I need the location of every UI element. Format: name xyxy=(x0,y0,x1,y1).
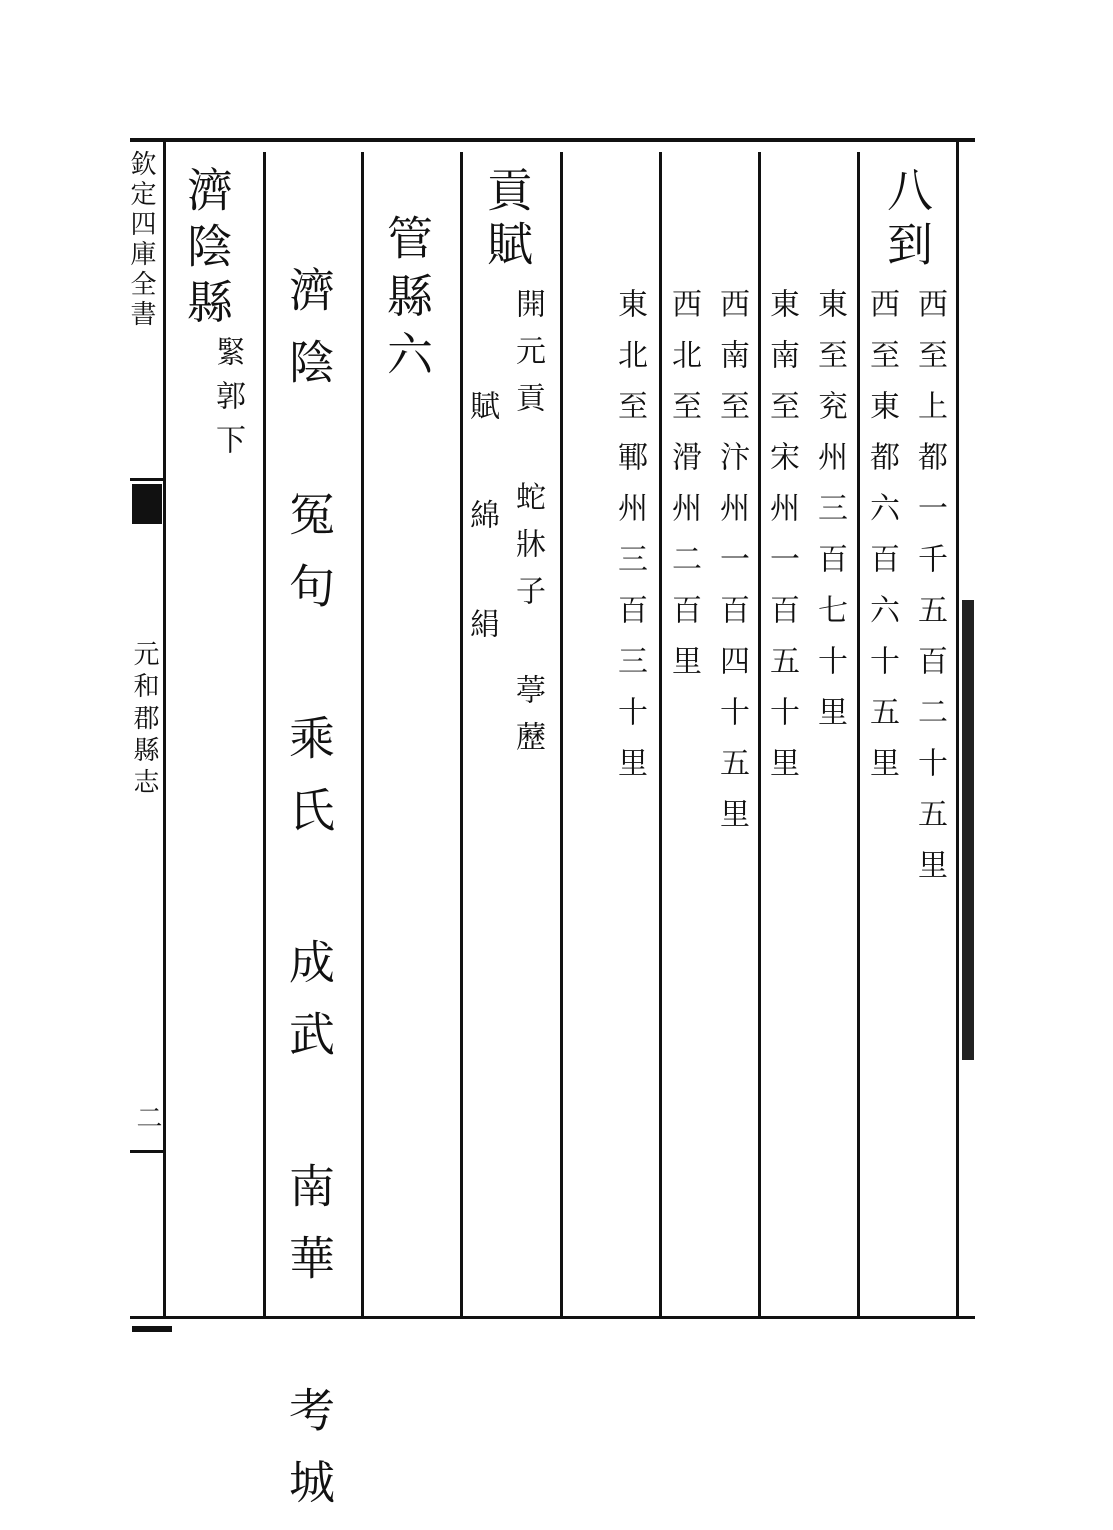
spine-rule xyxy=(130,478,164,481)
badao-line: 東北至鄆州三百三十里 xyxy=(612,288,647,798)
top-border-line xyxy=(130,138,975,142)
badao-line: 西至東都六百六十五里 xyxy=(864,288,899,798)
badao-line: 西南至汴州一百四十五里 xyxy=(714,288,749,849)
spine-book-title: 元和郡縣志 xyxy=(129,640,159,800)
page-number: 二 xyxy=(132,1104,162,1130)
column-divider xyxy=(361,152,364,1316)
section-heading-jiyin: 濟陰縣 xyxy=(180,166,234,334)
spine-bottom-mark xyxy=(132,1326,172,1332)
bottom-border-line xyxy=(130,1316,975,1319)
column-divider xyxy=(857,152,860,1316)
gongfu-tribute-line: 開元貢 蛇牀子 葶藶 xyxy=(510,288,545,768)
column-divider xyxy=(163,140,166,1316)
column-divider xyxy=(659,152,662,1316)
scan-edge-mark xyxy=(962,600,974,1060)
column-divider xyxy=(263,152,266,1316)
column-divider xyxy=(560,152,563,1316)
gongfu-tax-line: 賦 綿 絹 xyxy=(464,390,499,660)
badao-line: 西至上都一千五百二十五里 xyxy=(912,288,947,900)
badao-line: 東南至宋州一百五十里 xyxy=(764,288,799,798)
badao-line: 東至兖州三百七十里 xyxy=(812,288,847,747)
jiyin-note: 緊郭下 xyxy=(210,336,245,468)
fishtail-mark xyxy=(132,484,162,524)
section-heading-guanxian: 管縣六 xyxy=(380,214,434,388)
spine-top-title: 欽定四庫全書 xyxy=(126,150,156,330)
badao-line: 西北至滑州二百里 xyxy=(666,288,701,696)
section-heading-gongfu: 貢賦 xyxy=(480,166,534,274)
section-heading-badao: 八到 xyxy=(880,166,934,274)
county-list: 濟陰 冤句 乘氏 成武 南華 考城 xyxy=(282,266,336,1530)
spine-rule xyxy=(130,1150,164,1153)
column-divider xyxy=(956,140,959,1316)
column-divider xyxy=(758,152,761,1316)
column-divider xyxy=(460,152,463,1316)
